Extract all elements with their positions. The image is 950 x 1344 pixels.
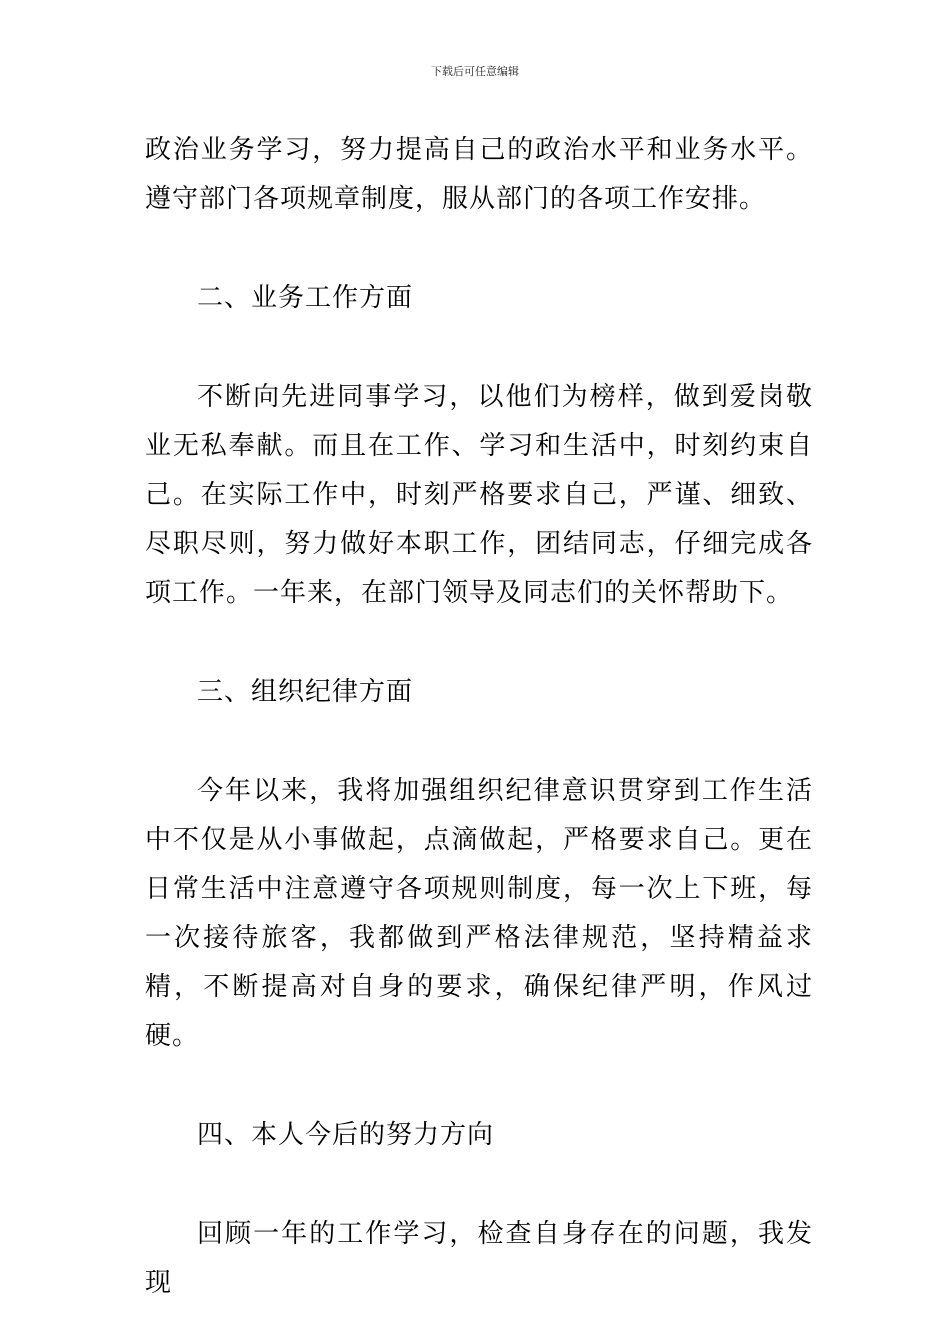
section-heading-business: 二、业务工作方面 bbox=[197, 283, 414, 313]
paragraph-discipline: 今年以来，我将加强组织纪律意识贯穿到工作生活中不仅是从小事做起，点滴做起，严格要求自己。更在日常生活中注意遵守各项规则制度，每一次上下班，每一次接待旅客，我都做到严格法律规范，坚持精益求精，不断提高对自身的要求，确保纪律严明，作风过硬。 bbox=[145, 776, 813, 1051]
paragraph-gap bbox=[145, 717, 813, 767]
paragraph-gap bbox=[145, 1061, 813, 1111]
section-heading-direction: 四、本人今后的努力方向 bbox=[197, 1120, 495, 1150]
paragraph-gap bbox=[145, 1160, 813, 1210]
paragraph-intro: 政治业务学习，努力提高自己的政治水平和业务水平。遵守部门各项规章制度，服从部门的各项工作安排。 bbox=[145, 135, 813, 214]
page-header: 下载后可任意编辑 bbox=[431, 65, 519, 78]
paragraph-business: 不断向先进同事学习，以他们为榜样，做到爱岗敬业无私奉献。而且在工作、学习和生活中，时刻约束自己。在实际工作中，时刻严格要求自己，严谨、细致、尽职尽则，努力做好本职工作，团结同志，仔细完成各项工作。一年来，在部门领导及同志们的关怀帮助下。 bbox=[145, 382, 813, 608]
paragraph-gap bbox=[145, 224, 813, 274]
paragraph-gap bbox=[145, 323, 813, 373]
paragraph-gap bbox=[145, 618, 813, 668]
document-body bbox=[145, 126, 813, 1308]
section-heading-discipline: 三、组织纪律方面 bbox=[197, 677, 414, 707]
paragraph-direction: 回顾一年的工作学习，检查自身存在的问题，我发现 bbox=[145, 1219, 813, 1298]
